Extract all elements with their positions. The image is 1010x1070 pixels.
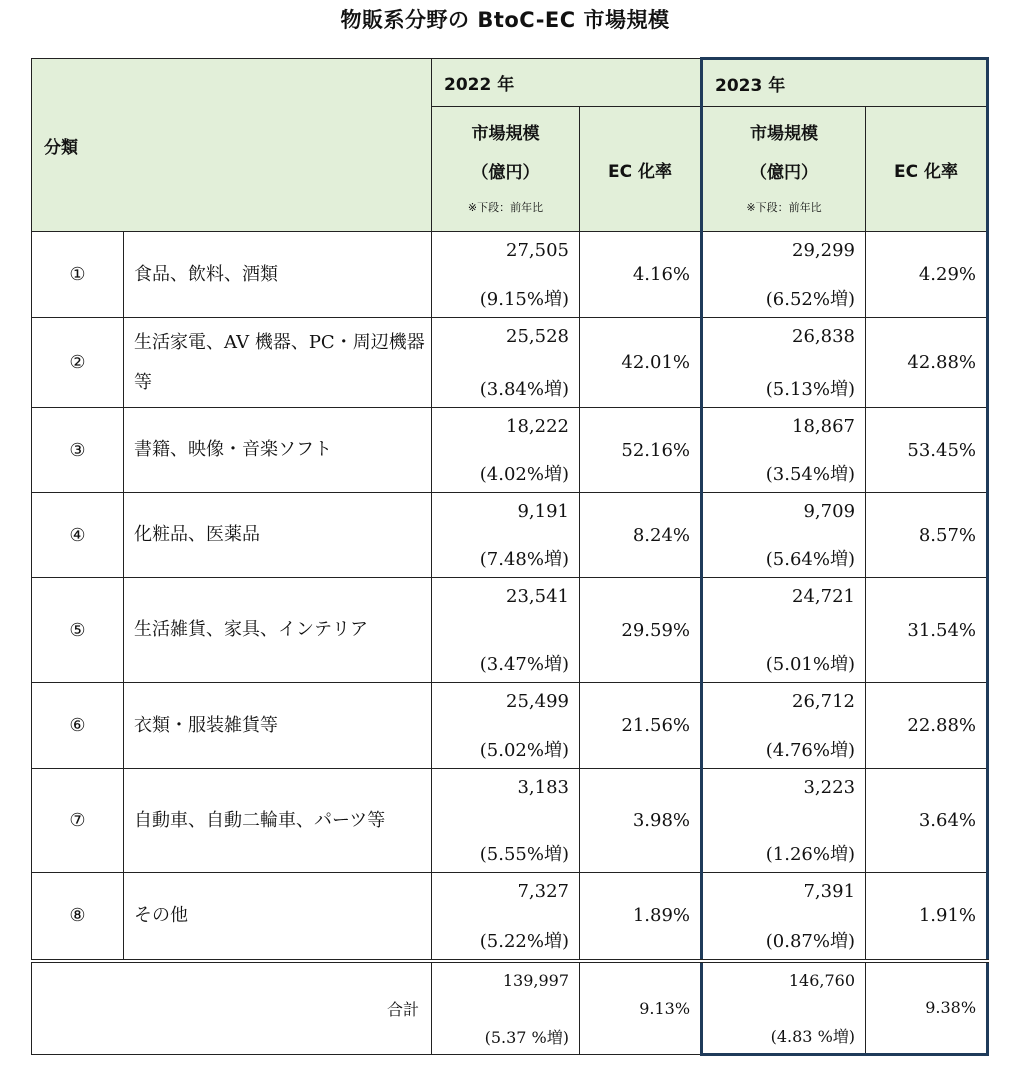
row-rate-2023: 3.64%: [866, 769, 988, 873]
row-number: ⑥: [32, 683, 124, 769]
growth: (6.52%増): [765, 289, 856, 310]
value: 26,712: [792, 691, 856, 712]
value: 139,997: [502, 970, 569, 990]
row-value-2022: [432, 873, 580, 961]
row-number: ①: [32, 232, 124, 318]
growth: (3.47%増): [479, 654, 569, 675]
row-value-2023: [702, 873, 866, 961]
row-value-2022: [432, 232, 580, 318]
header-market-2023: [702, 107, 866, 232]
growth: (1.26%増): [765, 844, 856, 865]
header-market-note: ※下段：前年比: [746, 201, 822, 214]
value: 3,183: [517, 777, 569, 798]
row-rate-2023: 4.29%: [866, 232, 988, 318]
growth: (5.02%増): [479, 740, 569, 761]
value: 29,299: [792, 240, 856, 261]
row-category: 衣類・服装雑貨等: [124, 683, 432, 769]
growth: (5.13%増): [765, 379, 856, 400]
table-row: [32, 493, 988, 578]
growth: (5.64%増): [765, 549, 856, 570]
row-value-2022: [432, 493, 580, 578]
row-category: 生活家電、AV 機器、PC・周辺機器等: [124, 318, 432, 408]
growth: (0.87%増): [765, 930, 856, 952]
row-value-2023: [702, 493, 866, 578]
value: 7,391: [803, 881, 856, 902]
growth: (4.02%増): [479, 464, 569, 485]
total-value-2023: [702, 961, 866, 1055]
value: 26,838: [792, 326, 856, 347]
row-rate-2022: 1.89%: [580, 873, 702, 961]
table-row: [32, 232, 988, 318]
total-label: 合計: [32, 961, 432, 1055]
row-rate-2023: 42.88%: [866, 318, 988, 408]
value: 25,528: [506, 326, 569, 347]
row-value-2023: [702, 769, 866, 873]
header-market-note: ※下段：前年比: [467, 201, 544, 214]
header-market-label: 市場規模: [471, 124, 540, 144]
row-rate-2023: 1.91%: [866, 873, 988, 961]
header-ec-rate-2023: EC 化率: [866, 107, 988, 232]
table-row: [32, 873, 988, 961]
row-rate-2023: 53.45%: [866, 408, 988, 493]
page-title: 物販系分野の BtoC-EC 市場規模: [340, 8, 670, 32]
header-year-2023: 2023 年: [702, 59, 988, 107]
growth: (5.01%増): [765, 654, 856, 675]
row-value-2023: [702, 318, 866, 408]
value: 7,327: [517, 881, 569, 902]
row-category: 化粧品、医薬品: [124, 493, 432, 578]
row-number: ⑤: [32, 578, 124, 683]
row-rate-2022: 42.01%: [580, 318, 702, 408]
row-category: 食品、飲料、酒類: [124, 232, 432, 318]
growth: (4.83 %増): [770, 1027, 856, 1046]
row-number: ②: [32, 318, 124, 408]
ec-market-table: [31, 57, 989, 1056]
header-category: 分類: [32, 59, 432, 232]
table-row: [32, 578, 988, 683]
total-rate-2023: 9.38%: [866, 961, 988, 1055]
total-row: [32, 961, 988, 1055]
value: 25,499: [506, 691, 569, 712]
value: 18,867: [792, 416, 856, 437]
row-value-2023: [702, 578, 866, 683]
growth: (7.48%増): [479, 549, 569, 570]
value: 18,222: [506, 416, 569, 437]
row-number: ⑧: [32, 873, 124, 961]
table-row: [32, 769, 988, 873]
row-value-2023: [702, 232, 866, 318]
row-value-2022: [432, 408, 580, 493]
row-rate-2023: 31.54%: [866, 578, 988, 683]
row-rate-2022: 3.98%: [580, 769, 702, 873]
value: 27,505: [506, 240, 569, 261]
row-rate-2022: 4.16%: [580, 232, 702, 318]
growth: (5.37 %増): [484, 1028, 569, 1047]
growth: (3.84%増): [479, 379, 569, 400]
growth: (9.15%増): [479, 289, 569, 310]
growth: (3.54%増): [765, 464, 856, 485]
row-category: 生活雑貨、家具、インテリア: [124, 578, 432, 683]
row-rate-2022: 21.56%: [580, 683, 702, 769]
row-category: 自動車、自動二輪車、パーツ等: [124, 769, 432, 873]
row-value-2022: [432, 318, 580, 408]
header-market-unit: （億円）: [750, 163, 819, 183]
row-number: ③: [32, 408, 124, 493]
header-ec-rate-2022: EC 化率: [580, 107, 702, 232]
header-year-2022: 2022 年: [432, 59, 702, 107]
row-category: その他: [124, 873, 432, 961]
row-rate-2022: 29.59%: [580, 578, 702, 683]
table-row: [32, 408, 988, 493]
table-row: [32, 683, 988, 769]
value: 23,541: [506, 586, 569, 607]
value: 9,709: [803, 501, 856, 522]
growth: (5.22%増): [479, 930, 569, 952]
table-row: [32, 318, 988, 408]
row-number: ④: [32, 493, 124, 578]
value: 3,223: [803, 777, 856, 798]
value: 9,191: [517, 501, 569, 522]
row-value-2023: [702, 683, 866, 769]
header-market-unit: （億円）: [471, 163, 540, 183]
row-rate-2023: 8.57%: [866, 493, 988, 578]
row-value-2022: [432, 578, 580, 683]
value: 24,721: [792, 586, 856, 607]
row-rate-2022: 8.24%: [580, 493, 702, 578]
total-value-2022: [432, 961, 580, 1055]
row-rate-2022: 52.16%: [580, 408, 702, 493]
total-rate-2022: 9.13%: [580, 961, 702, 1055]
row-number: ⑦: [32, 769, 124, 873]
row-value-2022: [432, 769, 580, 873]
row-value-2022: [432, 683, 580, 769]
row-category: 書籍、映像・音楽ソフト: [124, 408, 432, 493]
header-market-label: 市場規模: [750, 124, 819, 144]
growth: (5.55%増): [479, 844, 569, 865]
value: 146,760: [788, 970, 856, 990]
row-value-2023: [702, 408, 866, 493]
growth: (4.76%増): [765, 740, 856, 761]
row-rate-2023: 22.88%: [866, 683, 988, 769]
header-market-2022: [432, 107, 580, 232]
